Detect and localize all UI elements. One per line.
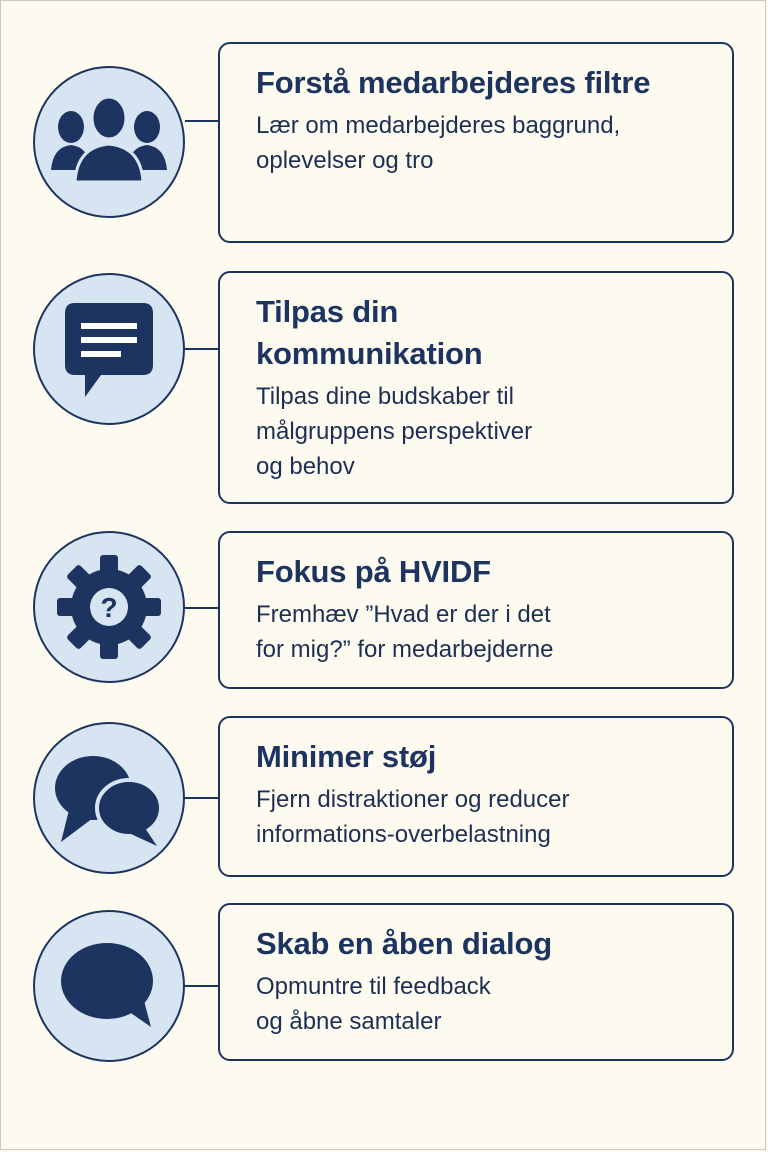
step-5-card <box>218 903 734 1061</box>
step-3-desc-line-2: for mig?” for medarbejderne <box>256 636 554 663</box>
step-5-connector <box>185 985 218 987</box>
step-5-icon-circle <box>33 910 185 1062</box>
svg-text:?: ? <box>100 592 118 623</box>
gear-question-icon <box>54 552 164 662</box>
step-5-description <box>256 969 712 1039</box>
step-2-title-line-1: Tilpas din <box>256 294 399 329</box>
chat-document-icon <box>59 297 159 401</box>
people-group-icon <box>49 92 169 192</box>
step-2-desc-line-3: og behov <box>256 453 355 480</box>
step-1-title: Forstå medarbejderes filtre <box>256 65 651 100</box>
step-5-title: Skab en åben dialog <box>256 926 552 961</box>
step-5-desc-line-2: og åbne samtaler <box>256 1008 442 1035</box>
step-3-title: Fokus på HVIDF <box>256 554 491 589</box>
step-4-desc-line-1: Fjern distraktioner og reducer <box>256 786 570 813</box>
step-4-desc-line-2: informations-overbelastning <box>256 821 551 848</box>
step-2-connector <box>185 348 218 350</box>
step-3-icon-circle <box>33 531 185 683</box>
step-3-card <box>218 531 734 689</box>
step-2-icon-circle <box>33 273 185 425</box>
step-4-description <box>256 782 712 852</box>
step-1-card <box>218 42 734 243</box>
step-1-connector <box>185 120 218 122</box>
step-4-icon-circle <box>33 722 185 874</box>
step-1-desc-line-1: Lær om medarbejderes baggrund, <box>256 112 621 139</box>
step-3-description <box>256 597 712 667</box>
step-1-icon-circle <box>33 66 185 218</box>
step-2-description <box>256 379 712 484</box>
step-4-connector <box>185 797 218 799</box>
step-1-description <box>256 108 712 178</box>
step-5-desc-line-1: Opmuntre til feedback <box>256 973 491 1000</box>
step-3-desc-line-1: Fremhæv ”Hvad er der i det <box>256 601 551 628</box>
two-speech-bubbles-icon <box>53 748 165 848</box>
step-3-connector <box>185 607 218 609</box>
step-2-title-line-2: kommunikation <box>256 336 483 371</box>
step-2-desc-line-2: målgruppens perspektiver <box>256 418 533 445</box>
step-2-title <box>256 291 712 375</box>
step-1-desc-line-2: oplevelser og tro <box>256 147 434 174</box>
step-4-title: Minimer støj <box>256 739 437 774</box>
step-2-desc-line-1: Tilpas dine budskaber til <box>256 383 514 410</box>
speech-bubble-icon <box>59 941 159 1031</box>
step-2-card <box>218 271 734 504</box>
step-4-card <box>218 716 734 877</box>
